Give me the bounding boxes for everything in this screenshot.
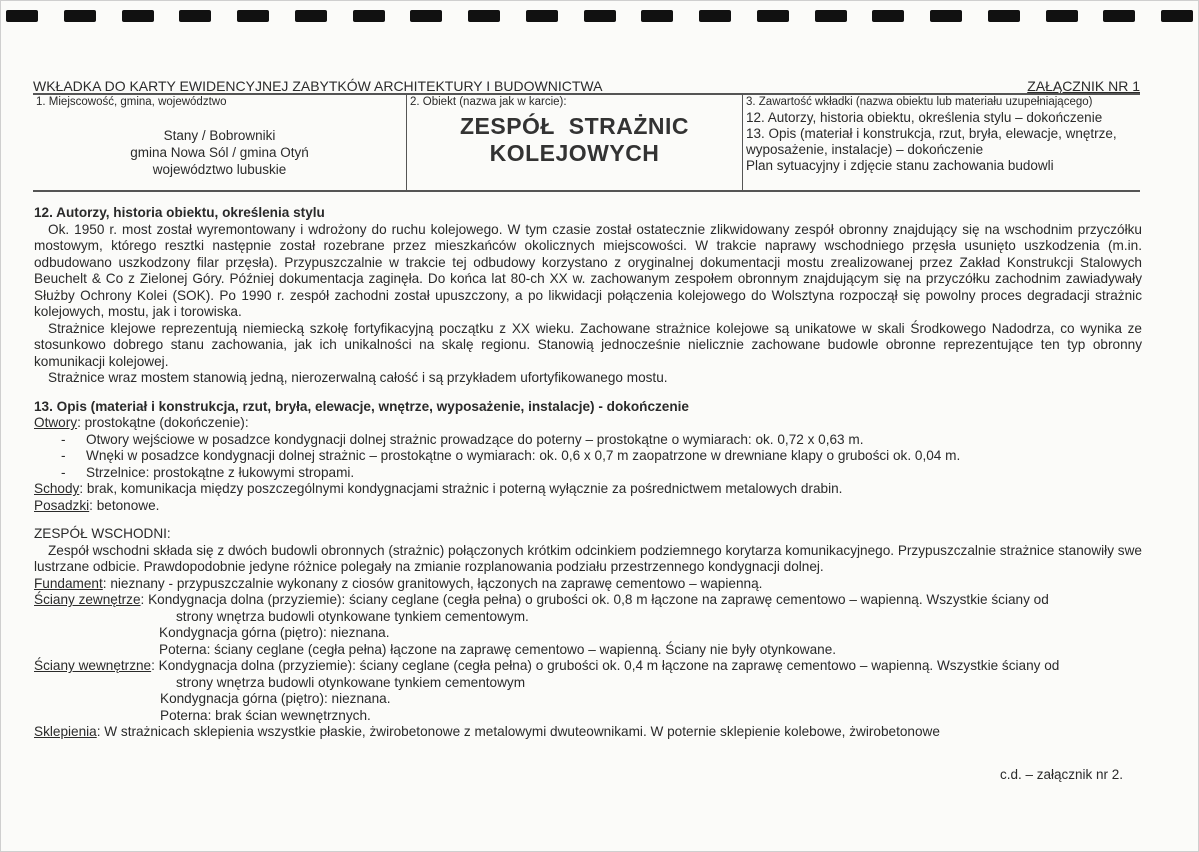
contents-line: wyposażenie, instalacje) – dokończenie [746, 142, 984, 157]
list-item: - Strzelnice: prostokątne z łukowymi stropami. [34, 465, 1142, 482]
openings-list [34, 432, 1142, 482]
object-name-line-1: ZESPÓŁ STRAŻNIC [459, 113, 690, 139]
section-12-paragraph: Strażnice klejowe reprezentują niemiecką szkołę fortyfikacyjną początku z XX wieku. Zachowane strażnice kolejowe są unikatowe w skali Środkowego Nadodrza, co wynika ze stosunkowo dobrego stanu zachowania, jak ich unikalności na skalę regionu. Stanowią jednocześnie nielicznie zachowane budowle obronne reprezentujące ten typ obronny komunikacji kolejowej. [34, 320, 1142, 369]
punch-hole-icon [237, 10, 269, 22]
interior-walls-line: Ściany wewnętrzne: Kondygnacja dolna (przyziemie): ściany ceglane (cegła pełna) o grubości ok. 0,4 m łączone na zaprawę cementowo – wapienną. Wszystkie ściany od [34, 658, 1060, 673]
punch-hole-icon [353, 10, 385, 22]
punch-hole-strip [6, 10, 1193, 24]
exterior-walls-line: Kondygnacja górna (piętro): nieznana. [159, 625, 390, 640]
contents-line: 13. Opis (materiał i konstrukcja, rzut, bryła, elewacje, wnętrze, [746, 126, 1117, 141]
object-name-line-2: KOLEJOWYCH [489, 140, 660, 166]
header-table [33, 93, 1140, 192]
list-item: - Otwory wejściowe w posadzce kondygnacji dolnej strażnic prowadzące do poterny – prostokątne o wymiarach: ok. 0,72 x 0,63 m. [34, 432, 1142, 449]
document-title-row [33, 78, 1140, 94]
punch-hole-icon [179, 10, 211, 22]
interior-walls-line: Kondygnacja górna (piętro): nieznana. [160, 691, 391, 706]
exterior-walls-label: Ściany zewnętrze [34, 592, 141, 607]
punch-hole-icon [641, 10, 673, 22]
punch-hole-icon [410, 10, 442, 22]
punch-hole-icon [64, 10, 96, 22]
punch-hole-icon [122, 10, 154, 22]
section-12-heading: 12. Autorzy, historia obiektu, określenia stylu [34, 205, 325, 220]
annex-label: ZAŁĄCZNIK NR 1 [1027, 78, 1140, 94]
exterior-walls-line: Ściany zewnętrze: Kondygnacja dolna (przyziemie): ściany ceglane (cegła pełna) o grubości ok. 0,8 m łączone na zaprawę cementowo – wapienną. Wszystkie ściany od [34, 592, 1049, 607]
location-village: Stany / Bobrowniki [163, 128, 276, 143]
location-voivodeship: województwo lubuskie [152, 162, 287, 177]
punch-hole-icon [584, 10, 616, 22]
contents-cell [743, 95, 1140, 190]
vaults-label: Sklepienia [34, 724, 97, 739]
list-item: - Wnęki w posadzce kondygnacji dolnej strażnic – prostokątne o wymiarach: ok. 0,6 x 0,7 m zaopatrzone w drewniane klapy o grubości ok. 0,04 m. [34, 448, 1142, 465]
exterior-walls-line: strony wnętrza budowli otynkowane tynkiem cementowym. [176, 608, 529, 624]
contents-line: Plan sytuacyjny i zdjęcie stanu zachowania budowli [746, 158, 1054, 173]
punch-hole-icon [1161, 10, 1193, 22]
object-name [407, 113, 742, 167]
punch-hole-icon [757, 10, 789, 22]
east-group-intro: Zespół wschodni składa się z dwóch budowli obronnych (strażnic) połączonych krótkim odcinkiem podziemnego korytarza komunikacyjnego. Przypuszczalnie strażnice stanowiły swe lustrzane odbicie. Prawdopodobnie jedyne różnice polegały na zmianie rozplanowania podziału przestrzennego kondygnacji dolnej. [34, 542, 1142, 574]
floors-line: Posadzki: betonowe. [34, 497, 160, 513]
punch-hole-icon [295, 10, 327, 22]
exterior-walls-line: Poterna: ściany ceglane (cegła pełna) łączone na zaprawę cementowo – wapienną. Ściany nie były otynkowane. [159, 641, 837, 657]
location-cell [33, 95, 407, 190]
section-13-heading: 13. Opis (materiał i konstrukcja, rzut, bryła, elewacje, wnętrze, wyposażenie, instalacje) - dokończenie [34, 398, 689, 414]
punch-hole-icon [988, 10, 1020, 22]
punch-hole-icon [930, 10, 962, 22]
section-12-paragraph: Strażnice wraz mostem stanowią jedną, nierozerwalną całość i są przykładem ufortyfikowanego mostu. [48, 370, 668, 385]
openings-label: Otwory [34, 415, 78, 430]
object-label: 2. Obiekt (nazwa jak w karcie): [410, 96, 567, 108]
punch-hole-icon [6, 10, 38, 22]
punch-hole-icon [1046, 10, 1078, 22]
form-title: WKŁADKA DO KARTY EWIDENCYJNEJ ZABYTKÓW ARCHITEKTURY I BUDOWNICTWA [33, 78, 603, 94]
stairs-line: Schody: brak, komunikacja między poszczególnymi kondygnacjami strażnic i poterną wyłącznie za pośrednictwem metalowych drabin. [34, 481, 843, 496]
punch-hole-icon [526, 10, 558, 22]
continued-note: c.d. – załącznik nr 2. [1000, 767, 1124, 782]
punch-hole-icon [699, 10, 731, 22]
location-label: 1. Miejscowość, gmina, województwo [36, 96, 227, 108]
vaults-line: Sklepienia: W strażnicach sklepienia wszystkie płaskie, żwirobetonowe z metalowymi dwuteownikami. W poternie sklepienie kolebowe, żwirobetonowe [34, 724, 940, 739]
interior-walls-label: Ściany wewnętrzne [34, 658, 152, 673]
document-body [34, 205, 1142, 741]
foundation-line: Fundament: nieznany - przypuszczalnie wykonany z ciosów granitowych, łączonych na zaprawę cementowo – wapienną. [34, 575, 763, 591]
foundation-label: Fundament [34, 575, 103, 591]
interior-walls-line: Poterna: brak ścian wewnętrznych. [160, 707, 371, 723]
contents-label: 3. Zawartość wkładki (nazwa obiektu lub materiału uzupełniającego) [746, 96, 1093, 108]
punch-hole-icon [815, 10, 847, 22]
east-group-heading: ZESPÓŁ WSCHODNI: [34, 526, 171, 541]
interior-walls-line: strony wnętrza budowli otynkowane tynkiem cementowym [176, 674, 526, 690]
punch-hole-icon [1103, 10, 1135, 22]
punch-hole-icon [872, 10, 904, 22]
section-12-paragraph: Ok. 1950 r. most został wyremontowany i wdrożony do ruchu kolejowego. W tym czasie został ostatecznie zlikwidowany zespół obronny znajdujący się na wschodnim przyczółku mostowym, którego resztki następnie został rozebrane przez mieszkańców okolicznych miejscowości. W trakcie naprawy wschodniego przęsła usunięto uszkodzenia (m.in. odbudowano uszkodzony filar przęsła). Przypuszczalnie w trakcie tej odbudowy korzystano z oryginalnej dokumentacji mostu zrealizowanej przez Zakład Konstrukcji Stalowych Beuchelt & Co z Zielonej Góry. Później dokumentacja zaginęła. Do końca lat 80-ch XX w. zachowanym zespołem obronnym znajdującym się na przyczółku zachodnim zawiadywały Służby Ochrony Kolei (SOK). Po 1990 r. zespół zachodni został upuszczony, a po likwidacji połączenia kolejowego do Wolsztyna rozpoczął się powolny proces degradacji strażnic kolejowych, mostu, jak i torowiska. [34, 221, 1142, 319]
location-commune: gmina Nowa Sól / gmina Otyń [130, 145, 309, 160]
stairs-label: Schody [34, 481, 80, 496]
floors-label: Posadzki [34, 497, 90, 513]
punch-hole-icon [468, 10, 500, 22]
object-cell [407, 95, 743, 190]
contents-line: 12. Autorzy, historia obiektu, określenia stylu – dokończenie [746, 110, 1103, 125]
openings-line: Otwory: prostokątne (dokończenie): [34, 415, 249, 430]
